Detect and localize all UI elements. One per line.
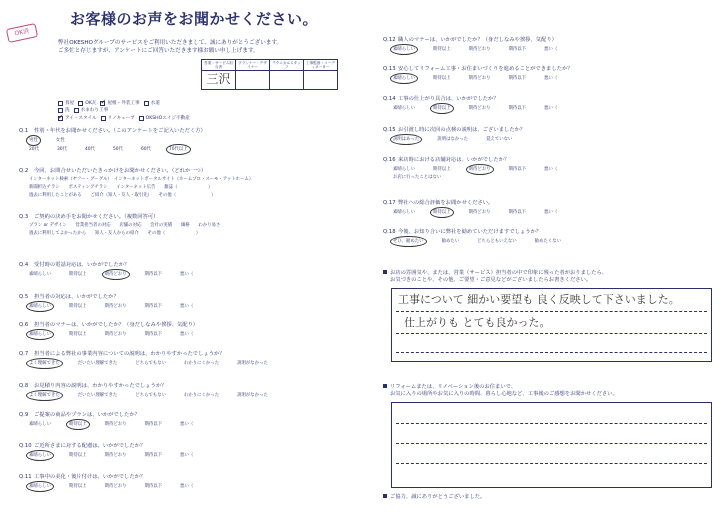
question-number: Q.11 (19, 474, 32, 480)
answer-option[interactable]: 30代 (56, 147, 67, 153)
answer-option[interactable]: 勧めたい (441, 239, 460, 245)
service-label: 水道 (150, 101, 160, 106)
answer-options (29, 361, 268, 366)
answer-option[interactable]: 期待以下 (144, 422, 163, 428)
answer-option[interactable]: 60代 (140, 147, 151, 153)
question-number: Q.9 (19, 412, 29, 418)
answer-option[interactable]: 素晴らしい (29, 332, 51, 338)
question-block (19, 128, 206, 152)
answer-option[interactable]: 期待以上 (432, 47, 451, 53)
checkbox[interactable] (58, 116, 63, 121)
answer-option[interactable]: 悪い（ (544, 76, 558, 82)
service-option[interactable] (101, 116, 135, 121)
answer-option[interactable]: 50代 (112, 147, 123, 153)
answer-option[interactable]: 悪い（ (544, 106, 558, 112)
answer-option[interactable]: 女性 (55, 138, 65, 144)
service-label: 洗 (65, 108, 70, 114)
answer-option[interactable]: どちらでもない (135, 361, 166, 367)
comment-prompt (383, 270, 607, 283)
question-text (19, 474, 193, 480)
answer-option[interactable]: よく理解できた (29, 361, 60, 367)
question-block (19, 294, 193, 309)
ruled-line (396, 463, 707, 464)
answer-option[interactable]: 期待以下 (144, 332, 163, 338)
question-number: Q.18 (383, 229, 396, 235)
ruled-line (396, 311, 707, 312)
question-label: 担当者の対応は、いかがでしたか？ (34, 294, 119, 300)
answer-option[interactable]: 期待以下 (508, 76, 527, 82)
question-number: Q.6 (19, 322, 29, 328)
answer-option[interactable]: お店に行ったことはない (393, 175, 442, 181)
answer-options (29, 304, 193, 309)
answer-option[interactable]: 男性 (29, 138, 38, 144)
answer-option[interactable]: よく理解できた (29, 393, 60, 399)
answer-options (393, 167, 557, 172)
staff-header: 営業・サービス担当者 (202, 60, 236, 71)
answer-option[interactable]: 70代以上 (168, 147, 188, 153)
question-label: ご提案の商品やプランは、いかがでしたか？ (34, 412, 140, 418)
question-number: Q.15 (383, 127, 396, 133)
comment2-prompt-line-1: リフォームまたは、リノベーション後のお住まいで、 (390, 384, 517, 390)
question-label: ご近所さまに対する配慮は、いかがでしたか？ (34, 443, 146, 449)
answer-option[interactable]: 期待どおり (104, 484, 127, 490)
answer-option[interactable]: 20代 (29, 147, 39, 153)
bullet-icon (383, 494, 387, 498)
question-label: 今回、お問合せいただいたきっかけをお聞かせください。（どれか一つ） (34, 168, 207, 174)
answer-option[interactable]: 期待以下 (508, 167, 527, 173)
service-option[interactable] (100, 101, 139, 106)
service-option[interactable] (139, 116, 190, 121)
service-label: OK瓦 (85, 101, 97, 106)
answer-option[interactable]: 素晴らしい (393, 210, 415, 216)
answer-option[interactable]: 期待どおり (468, 106, 491, 112)
question-text (19, 214, 220, 220)
question-label: 担当者による弊社の事業内容についての説明は、わかりやすかったでしょうか？ (34, 351, 225, 357)
intro-text (58, 40, 282, 57)
question-text (19, 168, 253, 174)
answer-option[interactable]: 期待以上 (68, 332, 87, 338)
answer-option[interactable]: 期待どおり (104, 272, 127, 278)
service-option[interactable] (58, 116, 97, 121)
answer-options (393, 106, 557, 111)
answer-option[interactable]: 期待どおり (104, 304, 127, 310)
question-text (19, 443, 193, 449)
question-text (19, 128, 206, 134)
answer-option[interactable]: 期待以上 (432, 210, 451, 216)
service-option[interactable] (144, 101, 160, 106)
answer-option[interactable]: 期待以上 (432, 106, 451, 112)
checkbox[interactable] (100, 101, 105, 106)
question-text (19, 383, 268, 389)
answer-option[interactable]: 悪い（ (544, 47, 558, 53)
checkbox[interactable] (78, 101, 83, 106)
question-label: 性別・年代をお聞かせください。（このアンケートをご記入いただく方） (34, 128, 206, 134)
answer-options (29, 422, 193, 427)
answer-option[interactable]: 期待以下 (144, 453, 163, 459)
question-block (383, 96, 557, 111)
answer-option[interactable]: 悪い（ (180, 422, 194, 428)
answer-options (393, 210, 557, 215)
staff-header: テクニカルスタッフ (270, 60, 304, 71)
answer-option[interactable]: 説明がなかった (237, 361, 268, 367)
staff-header: プランナー・デザイナー (236, 60, 270, 71)
comment-prompt-line-2: お気づきのことや、その他、ご要望・ご意見などがございましたらお書きください。 (390, 277, 592, 284)
answer-option[interactable]: わかりにくかった (183, 361, 220, 367)
staff-cell[interactable] (236, 71, 270, 90)
answer-option[interactable]: 期待以上 (432, 167, 451, 173)
answer-options (29, 147, 206, 152)
answer-option[interactable]: 期待以下 (508, 106, 527, 112)
answer-option[interactable]: 悪い（ (180, 304, 194, 310)
staff-header: 工事監督・コーディネーター (304, 60, 338, 71)
question-number: Q.14 (383, 96, 396, 102)
checkbox[interactable] (144, 101, 149, 106)
question-text (19, 322, 198, 328)
question-block (19, 474, 193, 489)
checklist-row (58, 108, 248, 113)
question-number: Q.7 (19, 351, 29, 357)
service-label: アイ・スタイル (65, 115, 97, 121)
checklist-row (58, 116, 248, 121)
answer-options (29, 138, 206, 143)
question-label: 工事の仕上がり具合は、いかがでしたか？ (398, 96, 499, 102)
ruled-line (396, 443, 707, 444)
answer-option[interactable]: 期待どおり (104, 422, 127, 428)
answer-option[interactable]: どちらともいえない (477, 239, 517, 245)
comment2-box[interactable] (391, 402, 712, 488)
question-label: 来店時における店舗対応は、いかがでしたか？ (398, 157, 510, 163)
comment-prompt-line-1: お店の雰囲気や、または、営業（サービス）担当者の中で印象に残った者がおりましたら、 (390, 270, 608, 276)
service-option[interactable] (78, 101, 96, 106)
question-label: 担当者のマナーは、いかがでしたか？（身だしなみや挨拶、気配り） (34, 322, 199, 328)
answer-line[interactable]: 過去に利用してよかったから 知人・友人からの紹介 その他（ ） (29, 231, 201, 237)
ruled-line (396, 423, 707, 424)
answer-option[interactable]: わかりにくかった (183, 393, 220, 399)
answer-options (29, 393, 268, 398)
question-text (19, 351, 268, 357)
answer-option[interactable]: 素晴らしい (393, 47, 415, 53)
checkbox[interactable] (101, 116, 106, 121)
answer-option[interactable]: ぜひ、勧めたい (393, 239, 424, 245)
answer-option[interactable]: 期待どおり (468, 47, 491, 53)
question-number: Q.5 (19, 294, 29, 300)
question-text (19, 294, 193, 300)
question-number: Q.1 (19, 128, 29, 134)
answer-options (29, 332, 198, 337)
checkbox[interactable] (58, 101, 63, 106)
answer-option[interactable]: 期待以下 (508, 47, 527, 53)
question-block (19, 322, 198, 337)
question-label: 弊社への総合評価をお聞かせください。 (398, 200, 494, 206)
answer-option[interactable]: 期待以下 (508, 210, 527, 216)
service-label: リノキューブ (107, 115, 135, 121)
intro-line-2: ご多忙と存じますが、アンケートにご回答いただきます様お願い申し上げます。 (58, 48, 259, 55)
answer-option[interactable]: だいたい理解できた (77, 361, 118, 367)
service-option[interactable] (74, 108, 109, 113)
answer-option[interactable]: 期待以下 (144, 272, 163, 278)
staff-table (201, 59, 338, 90)
question-text (19, 412, 193, 418)
question-number: Q.12 (383, 37, 396, 43)
question-label: 受付時の電話対応は、いかがでしたか？ (34, 262, 130, 268)
bullet-icon (383, 384, 387, 388)
checkbox[interactable] (74, 108, 79, 113)
question-number: Q.8 (19, 383, 29, 389)
answer-options (393, 76, 573, 81)
answer-line[interactable]: 過去に利用したことがある ご紹介（知人・友人・取引先） その他（ ） (29, 193, 216, 199)
service-label: 葺屋 (65, 101, 75, 106)
answer-options (393, 239, 561, 244)
answer-option[interactable]: 素晴らしい (393, 106, 415, 112)
answer-option[interactable]: 素晴らしい (393, 76, 415, 82)
comment-box[interactable] (391, 288, 712, 362)
ruled-line (396, 333, 707, 334)
answer-option[interactable]: 40代 (84, 147, 95, 153)
answer-option[interactable]: 期待以下 (144, 304, 163, 310)
question-number: Q.17 (383, 200, 396, 206)
question-block (383, 37, 557, 52)
staff-cell[interactable] (270, 71, 304, 90)
intro-line-1: 弊社OKESHOグループのサービスをご利用いただきまして、誠にありがとうございます。 (58, 40, 283, 46)
question-block (19, 443, 193, 458)
answer-option[interactable]: 素晴らしい (29, 304, 51, 310)
answer-options (29, 453, 193, 458)
question-label: 安心してリフォーム工事・お住まいづくりを進めることができましたか？ (398, 66, 573, 72)
answer-options (393, 137, 525, 142)
bullet-icon (383, 270, 387, 274)
answer-option[interactable]: 素晴らしい (29, 484, 51, 490)
ruled-line (396, 352, 707, 353)
answer-line[interactable]: プラン or デザイン 営業担当者の対応 店舗の対応 会社の実績 価格 わかり易さ (29, 223, 221, 229)
answer-option[interactable]: 期待以上 (68, 484, 87, 490)
service-label: OKSHOエイジ不動産 (145, 115, 190, 121)
question-number: Q.3 (19, 214, 29, 220)
question-block (383, 66, 573, 81)
answer-option[interactable]: 悪い（ (544, 210, 558, 216)
service-option[interactable] (58, 101, 74, 106)
question-block (19, 262, 193, 277)
handwritten-comment-2: 仕上がりも とても良かった。 (404, 316, 551, 329)
answer-option[interactable]: 説明はなかった (437, 137, 469, 143)
service-label: 屋根・外装工事 (107, 101, 140, 106)
question-label: お見積り内容の説明は、わかりやすかったでしょうか？ (34, 383, 167, 389)
answer-option[interactable]: 素晴らしい (393, 167, 415, 173)
answer-option[interactable]: だいたい理解できた (77, 393, 118, 399)
answer-option[interactable]: 悪い（ (180, 332, 194, 338)
answer-option[interactable]: 素晴らしい (29, 272, 51, 278)
comment2-prompt (383, 384, 618, 397)
answer-option[interactable]: 期待以下 (144, 484, 163, 490)
answer-option[interactable]: 悪い（ (180, 272, 194, 278)
question-number: Q.13 (383, 66, 396, 72)
staff-cell[interactable] (304, 71, 338, 90)
answer-option[interactable]: 悪い（ (180, 453, 194, 459)
answer-option[interactable]: 期待以上 (68, 304, 87, 310)
answer-option[interactable]: 期待どおり (468, 210, 491, 216)
question-number: Q.4 (19, 262, 29, 268)
service-checklist (58, 101, 248, 123)
question-block (383, 229, 561, 244)
question-text (383, 37, 557, 43)
question-block (19, 412, 193, 427)
question-text (383, 127, 525, 133)
answer-option[interactable]: 期待どおり (468, 76, 491, 82)
answer-option[interactable]: 期待どおり (104, 332, 127, 338)
answer-option[interactable]: 覚えていない (486, 137, 513, 143)
staff-signature[interactable] (202, 71, 236, 90)
answer-option[interactable]: 説明はあった (393, 137, 420, 143)
answer-option[interactable]: 素晴らしい (29, 453, 51, 459)
question-number: Q.16 (383, 157, 396, 163)
question-label: 工事中の美化・後片付けは、いかがでしたか？ (34, 474, 146, 480)
answer-option[interactable]: 期待以上 (68, 422, 87, 428)
question-block (19, 351, 268, 366)
question-block (19, 214, 220, 236)
question-number: Q.10 (19, 443, 32, 449)
answer-option[interactable]: 期待以上 (432, 76, 451, 82)
answer-options (29, 484, 193, 489)
answer-option[interactable]: 期待以上 (68, 453, 87, 459)
answer-line[interactable]: 新聞折込チラシ ポスティングチラシ インターネット広告 雑誌（ ） (29, 185, 213, 191)
checkbox[interactable] (139, 116, 144, 121)
question-label: ご契約の決め手をお聞かせください。（複数回答可） (34, 214, 159, 220)
answer-option[interactable]: 説明がなかった (237, 393, 268, 399)
answer-line[interactable]: インターネット検索（ヤフー・グーグル） インターネットポータルサイト（ホームプロ・スーモ・アットホーム） (29, 177, 254, 183)
question-text (383, 229, 561, 235)
page-title: お客様のお声をお聞かせください。 (70, 10, 319, 28)
question-number: Q.2 (19, 168, 29, 174)
answer-option[interactable]: 悪い（ (180, 484, 194, 490)
answer-option[interactable]: 期待どおり (468, 167, 491, 173)
question-text (19, 262, 193, 268)
signature-text: 三沢 (206, 72, 231, 87)
question-text (383, 200, 557, 206)
answer-option[interactable]: 期待以上 (68, 272, 87, 278)
question-block (383, 127, 525, 142)
answer-option[interactable]: 勧めたくない (534, 239, 562, 245)
comment2-prompt-line-2: お気に入りの場所やお気に入りの時間、暮らし心地など、工事後のご感想をお聞かせください。 (390, 391, 618, 398)
handwritten-comment-1: 工事について 細かい要望も 良く反映して下さいました。 (398, 293, 680, 306)
answer-options (393, 47, 557, 52)
footer-text: ご協力、誠にありがとうございました。 (390, 494, 486, 500)
question-text (383, 157, 557, 163)
question-label: 職人のマナーは、いかがでしたか？（身だしなみや挨拶、気配り） (398, 37, 557, 43)
approval-stamp: OK済 (6, 23, 38, 43)
question-block (19, 383, 268, 398)
answer-options (29, 272, 193, 277)
answer-option[interactable]: 悪い（ (544, 167, 558, 173)
answer-option[interactable]: 素晴らしい (29, 422, 51, 428)
footer (383, 494, 485, 500)
question-block (19, 168, 253, 198)
question-text (383, 96, 557, 102)
question-block (383, 157, 557, 180)
question-label: 今後、お知り合いに弊社を勧めていただけますでしょうか？ (398, 229, 542, 235)
service-label: 水まわり工事 (80, 108, 109, 114)
question-text (383, 66, 573, 72)
answer-option[interactable]: 期待どおり (104, 453, 127, 459)
question-label: お引渡し時に次回の点検の説明は、ございましたか？ (398, 127, 526, 133)
answer-option[interactable]: どちらでもない (135, 393, 166, 399)
question-block (383, 200, 557, 215)
checklist-row (58, 101, 248, 106)
